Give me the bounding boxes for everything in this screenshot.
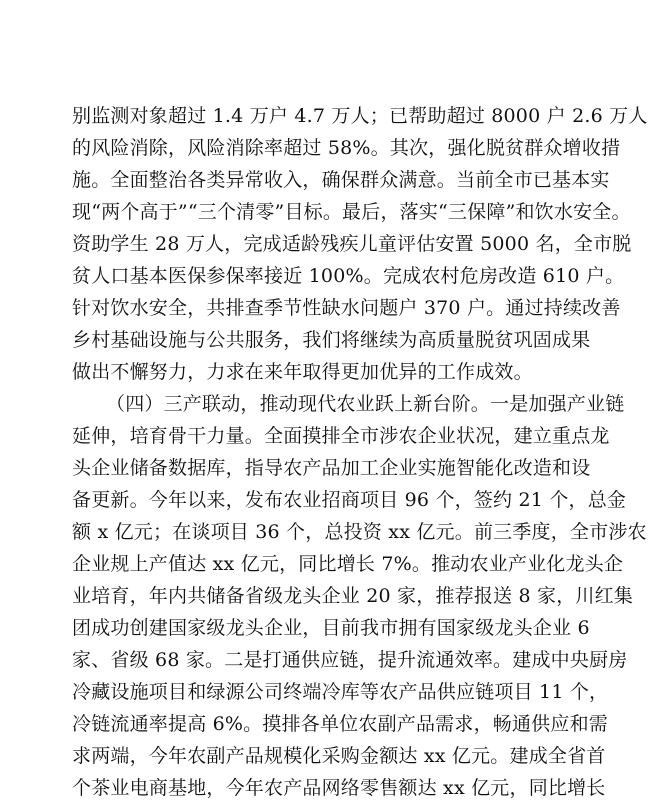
text-line: 的风险消除，风险消除率超过 58%。其次，强化脱贫群众增收措: [72, 137, 621, 159]
text-line: 针对饮水安全，共排查季节性缺水问题户 370 户。通过持续改善: [72, 297, 621, 319]
text-line: 个茶业电商基地，今年农产品网络零售额达 xx 亿元，同比增长: [72, 777, 606, 799]
text-line: 乡村基础设施与公共服务，我们将继续为高质量脱贫巩固成果: [72, 329, 591, 351]
section-heading-line: （四）三产联动，推动现代农业跃上新台阶。一是加强产业链: [106, 393, 625, 415]
text-line: 备更新。今年以来，发布农业招商项目 96 个，签约 21 个，总金: [72, 489, 627, 511]
text-line: 家、省级 68 家。二是打通供应链，提升流通效率。建成中央厨房: [72, 649, 628, 671]
text-line: 现“两个高于”“三个清零”目标。最后，落实“三保障”和饮水安全。: [72, 201, 631, 223]
text-line: 团成功创建国家级龙头企业，目前我市拥有国家级龙头企业 6: [72, 617, 590, 639]
paragraph-last-line: 做出不懈努力，力求在来年取得更加优异的工作成效。: [72, 361, 533, 383]
text-line: 延伸，培育骨干力量。全面摸排全市涉农企业状况，建立重点龙: [72, 425, 610, 447]
text-line: 资助学生 28 万人，完成适龄残疾儿童评估安置 5000 名，全市脱: [72, 233, 632, 255]
text-line: 冷藏设施项目和绿源公司终端冷库等农产品供应链项目 11 个，: [72, 681, 609, 703]
text-line: 施。全面整治各类异常收入，确保群众满意。当前全市已基本实: [72, 169, 610, 191]
text-line: 冷链流通率提高 6%。摸排各单位农副产品需求，畅通供应和需: [72, 713, 608, 735]
text-line: 业培育，年内共储备省级龙头企业 20 家，推荐报送 8 家，川红集: [72, 585, 634, 607]
text-line: 头企业储备数据库，指导农产品加工企业实施智能化改造和设: [72, 457, 591, 479]
text-line: 贫人口基本医保参保率接近 100%。完成农村危房改造 610 户。: [72, 265, 625, 287]
text-line: 企业规上产值达 xx 亿元，同比增长 7%。推动农业产业化龙头企: [72, 553, 624, 575]
text-line: 额 x 亿元；在谈项目 36 个，总投资 xx 亿元。前三季度，全市涉农: [72, 521, 647, 543]
text-line: 别监测对象超过 1.4 万户 4.7 万人；已帮助超过 8000 户 2.6 万人: [72, 105, 648, 127]
text-line: 求两端，今年农副产品规模化采购金额达 xx 亿元。建成全省首: [72, 745, 606, 767]
